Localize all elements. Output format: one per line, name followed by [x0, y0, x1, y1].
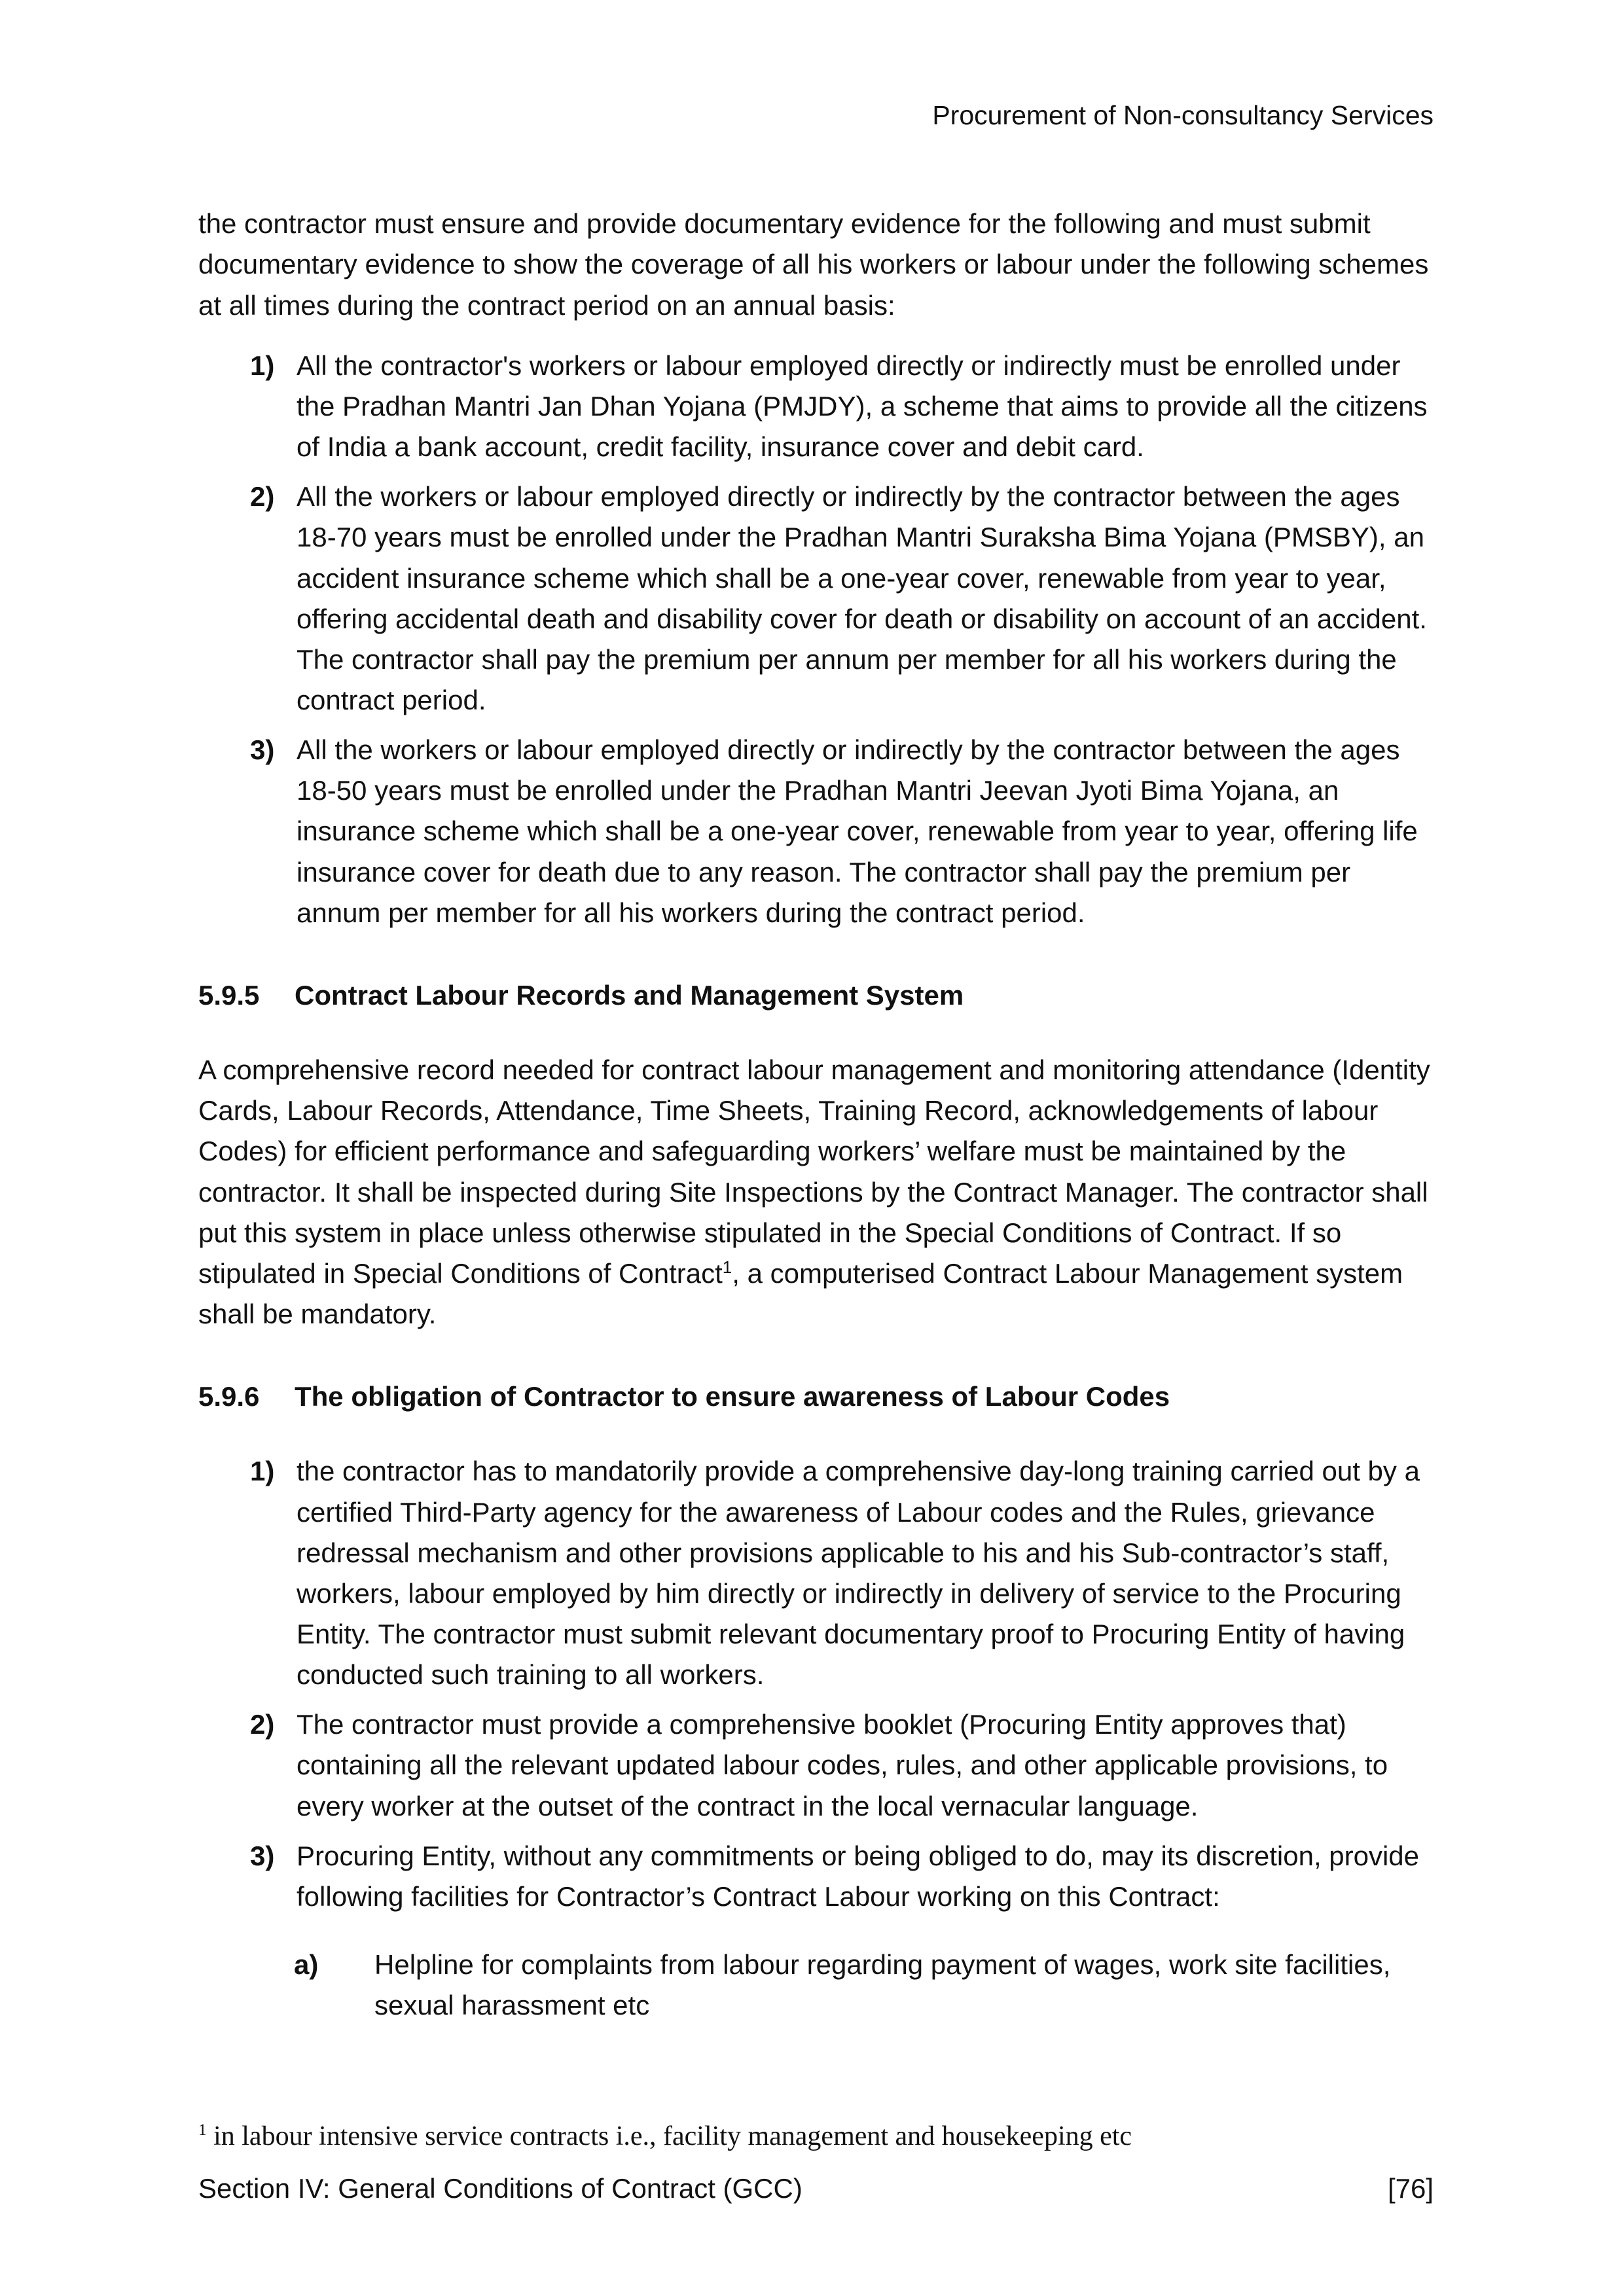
obligation-list [198, 1451, 1434, 2026]
section-595-paragraph [198, 1050, 1434, 1335]
list-marker: 3) [250, 734, 275, 766]
page-header-title: Procurement of Non-consultancy Services [932, 100, 1434, 130]
list-marker: 3) [250, 1840, 275, 1871]
list-item-text: The contractor must provide a comprehensive booklet (Procuring Entity approves that) containing all the relevant updated labour codes, rules, and other applicable provisions, to every worker at the outset of the contract in the local vernacular language. [297, 1709, 1388, 1821]
section-title: The obligation of Contractor to ensure awareness of Labour Codes [295, 1381, 1170, 1412]
list-marker: 2) [250, 1709, 275, 1740]
list-item [198, 346, 1434, 467]
footnote [198, 2117, 1434, 2156]
paragraph-text: , a computerised Contract Labour Management system shall be mandatory. [198, 1257, 1403, 1330]
page-footer [198, 2173, 1434, 2204]
list-item [198, 1704, 1434, 1826]
footer-section-label: Section IV: General Conditions of Contract (GCC) [198, 2173, 803, 2204]
list-item-text: the contractor has to mandatorily provide a comprehensive day-long training carried out by a certified Third-Party agency for the awareness of Labour codes and the Rules, grievance redressal mechanism and other provisions applicable to his and his Sub-contractor’s staff, workers, labour employed by him directly or indirectly in delivery of service to the Procuring Entity. The contractor must submit relevant documentary proof to Procuring Entity of having conducted such training to all workers. [297, 1456, 1420, 1691]
list-marker: 2) [250, 481, 275, 512]
list-item-text: All the workers or labour employed directly or indirectly by the contractor between the ages 18-70 years must be enrolled under the Pradhan Mantri Suraksha Bima Yojana (PMSBY), an accident insurance scheme which shall be a one-year cover, renewable from year to year, offering accidental death and disability cover for death or disability on account of an accident. The contractor shall pay the premium per annum per member for all his workers during the contract period. [297, 481, 1427, 716]
paragraph-text: A comprehensive record needed for contract labour management and monitoring attendance (Identity Cards, Labour Records, Attendance, Time Sheets, Training Record, acknowledgements of labour Codes) for efficient performance and safeguarding workers’ welfare must be maintained by the contractor. It shall be inspected during Site Inspections by the Contract Manager. The contractor shall put this system in place unless otherwise stipulated in the Special Conditions of Contract. If so stipulated in Special Conditions of Contract [198, 1054, 1430, 1289]
list-marker: 1) [250, 1456, 275, 1487]
section-number: 5.9.5 [198, 979, 260, 1011]
list-item-text: All the contractor's workers or labour employed directly or indirectly must be enrolled under the Pradhan Mantri Jan Dhan Yojana (PMJDY), a scheme that aims to provide all the citizens of India a bank account, credit facility, insurance cover and debit card. [297, 350, 1428, 463]
intro-paragraph: the contractor must ensure and provide documentary evidence for the following and must submit documentary evidence to show the coverage of all his workers or labour under the following schemes at all times during the contract period on an annual basis: [198, 208, 1429, 321]
page-footer-area [198, 2117, 1434, 2204]
list-marker: 1) [250, 350, 275, 381]
list-marker: a) [294, 1949, 319, 1981]
list-item-text: All the workers or labour employed directly or indirectly by the contractor between the ages 18-50 years must be enrolled under the Pradhan Mantri Jeevan Jyoti Bima Yojana, an insurance scheme which shall be a one-year cover, renewable from year to year, offering life insurance cover for death due to any reason. The contractor shall pay the premium per annum per member for all his workers during the contract period. [297, 734, 1418, 928]
footer-page-number: [76] [1387, 2173, 1434, 2204]
section-heading-596 [198, 1376, 1434, 1417]
footnote-reference: 1 [722, 1257, 732, 1277]
list-item [198, 730, 1434, 933]
list-item-text: Procuring Entity, without any commitments or being obliged to do, may its discretion, provide following facilities for Contractor’s Contract Labour working on this Contract: [297, 1840, 1420, 1912]
list-item [198, 1836, 1434, 1917]
list-item [198, 1451, 1434, 1695]
list-item [198, 476, 1434, 721]
section-heading-595 [198, 975, 1434, 1016]
footnote-text: in labour intensive service contracts i.e., facility management and housekeeping etc [206, 2121, 1132, 2152]
footnote-marker: 1 [198, 2121, 207, 2140]
scheme-list [198, 346, 1434, 933]
sub-list-item [198, 1945, 1434, 2026]
list-item-text: Helpline for complaints from labour regarding payment of wages, work site facilities, sexual harassment etc [374, 1949, 1391, 2021]
section-number: 5.9.6 [198, 1381, 260, 1412]
section-title: Contract Labour Records and Management System [295, 979, 964, 1011]
